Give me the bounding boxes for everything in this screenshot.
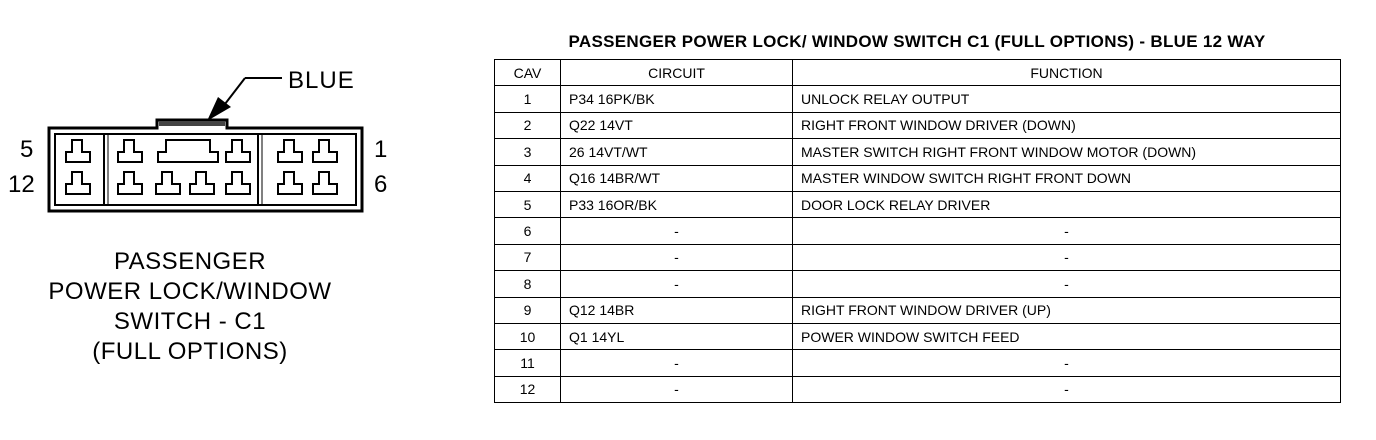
table-row: [495, 191, 1341, 217]
cav-cell: 2: [495, 112, 561, 138]
cav-cell: 9: [495, 297, 561, 323]
color-callout-arrow: [207, 78, 282, 121]
circuit-cell: Q16 14BR/WT: [561, 165, 793, 191]
table-row: [495, 86, 1341, 112]
circuit-cell: 26 14VT/WT: [561, 139, 793, 165]
function-cell: RIGHT FRONT WINDOW DRIVER (UP): [793, 297, 1341, 323]
function-cell: -: [793, 350, 1341, 376]
table-title: PASSENGER POWER LOCK/ WINDOW SWITCH C1 (FULL OPTIONS) - BLUE 12 WAY: [568, 32, 1266, 51]
connector-diagram: [0, 0, 470, 240]
cav-cell: 6: [495, 218, 561, 244]
cav-cell: 12: [495, 376, 561, 402]
function-cell: MASTER WINDOW SWITCH RIGHT FRONT DOWN: [793, 165, 1341, 191]
function-cell: UNLOCK RELAY OUTPUT: [793, 86, 1341, 112]
table-row: [495, 297, 1341, 323]
table-header-row: [495, 60, 1341, 86]
connector-key: [159, 121, 225, 126]
circuit-cell: Q1 14YL: [561, 323, 793, 349]
circuit-cell: -: [561, 350, 793, 376]
circuit-cell: Q22 14VT: [561, 112, 793, 138]
header-function: FUNCTION: [793, 60, 1341, 86]
connector-caption: [10, 247, 370, 367]
circuit-cell: P34 16PK/BK: [561, 86, 793, 112]
circuit-cell: -: [561, 218, 793, 244]
pin-label-bottom-right: 6: [374, 171, 388, 198]
cav-cell: 10: [495, 323, 561, 349]
cav-cell: 11: [495, 350, 561, 376]
cav-cell: 3: [495, 139, 561, 165]
header-circuit: CIRCUIT: [561, 60, 793, 86]
cav-cell: 1: [495, 86, 561, 112]
function-cell: -: [793, 376, 1341, 402]
function-cell: POWER WINDOW SWITCH FEED: [793, 323, 1341, 349]
table-row: [495, 323, 1341, 349]
function-cell: -: [793, 218, 1341, 244]
circuit-cell: -: [561, 271, 793, 297]
table-row: [495, 112, 1341, 138]
caption-line: SWITCH - C1: [113, 308, 267, 335]
function-cell: -: [793, 244, 1341, 270]
connector-color-label: BLUE: [288, 67, 355, 94]
circuit-cell: P33 16OR/BK: [561, 191, 793, 217]
circuit-cell: Q12 14BR: [561, 297, 793, 323]
function-cell: RIGHT FRONT WINDOW DRIVER (DOWN): [793, 112, 1341, 138]
caption-line: POWER LOCK/WINDOW: [48, 278, 332, 305]
caption-line: PASSENGER: [113, 248, 267, 275]
pin-label-bottom-left: 12: [8, 171, 35, 198]
cav-cell: 8: [495, 271, 561, 297]
function-cell: MASTER SWITCH RIGHT FRONT WINDOW MOTOR (DOWN): [793, 139, 1341, 165]
circuit-cell: -: [561, 376, 793, 402]
header-cav: CAV: [495, 60, 561, 86]
caption-line: (FULL OPTIONS): [92, 338, 288, 365]
table-row: [495, 218, 1341, 244]
table-body: [495, 86, 1341, 403]
table-row: [495, 376, 1341, 402]
cav-cell: 5: [495, 191, 561, 217]
table-row: [495, 139, 1341, 165]
table-row: [495, 350, 1341, 376]
circuit-cell: -: [561, 244, 793, 270]
pin-label-top-left: 5: [20, 136, 34, 163]
pinout-table: [494, 59, 1341, 403]
table-row: [495, 244, 1341, 270]
cav-cell: 7: [495, 244, 561, 270]
function-cell: DOOR LOCK RELAY DRIVER: [793, 191, 1341, 217]
table-row: [495, 165, 1341, 191]
pin-label-top-right: 1: [374, 136, 388, 163]
function-cell: -: [793, 271, 1341, 297]
cav-cell: 4: [495, 165, 561, 191]
table-row: [495, 271, 1341, 297]
